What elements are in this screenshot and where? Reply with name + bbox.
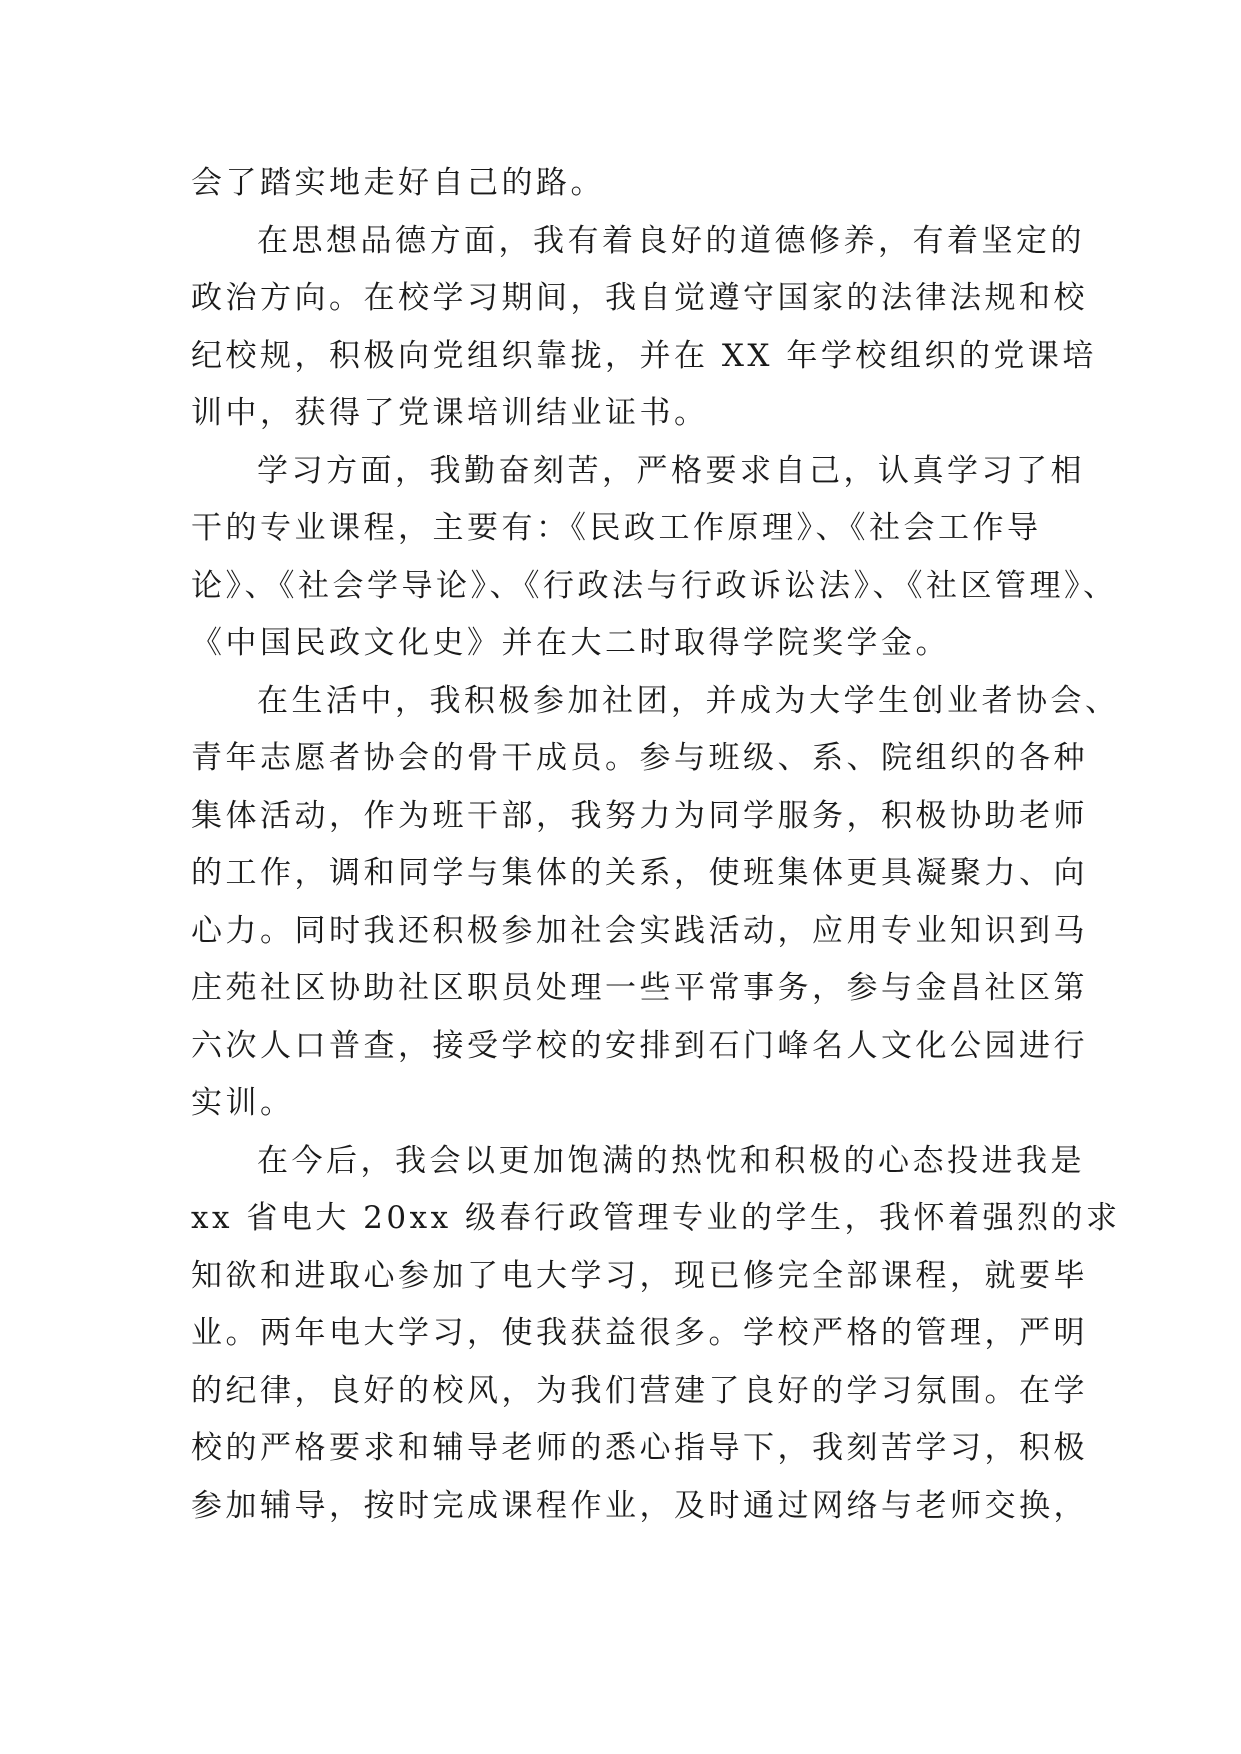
text-line: 心力。同时我还积极参加社会实践活动，应用专业知识到马: [191, 912, 1088, 949]
document-body: [191, 155, 1121, 1535]
paragraph-start-line: 学习方面，我勤奋刻苦，严格要求自己，认真学习了相: [257, 452, 1085, 489]
paragraph-start-line: 在今后，我会以更加饱满的热忱和积极的心态投进我是: [257, 1142, 1085, 1179]
text-line: 的纪律，良好的校风，为我们营建了良好的学习氛围。在学: [191, 1372, 1088, 1409]
text-line: 六次人口普查，接受学校的安排到石门峰名人文化公园进行: [191, 1027, 1088, 1064]
text-line: 校的严格要求和辅导老师的悉心指导下，我刻苦学习，积极: [191, 1430, 1088, 1466]
text-line: 的工作，调和同学与集体的关系，使班集体更具凝聚力、向: [191, 855, 1088, 891]
text-line: xx 省电大 20xx 级春行政管理专业的学生，我怀着强烈的求: [191, 1200, 1121, 1236]
text-line: 庄苑社区协助社区职员处理一些平常事务，参与金昌社区第: [191, 970, 1088, 1006]
text-line: 青年志愿者协会的骨干成员。参与班级、系、院组织的各种: [191, 740, 1088, 776]
text-line: 训中，获得了党课培训结业证书。: [191, 395, 709, 431]
text-line: 参加辅导，按时完成课程作业，及时通过网络与老师交换，: [191, 1487, 1088, 1524]
text-line: 干的专业课程，主要有：《民政工作原理》、《社会工作导: [191, 510, 1042, 546]
text-line: 业。两年电大学习，使我获益很多。学校严格的管理，严明: [191, 1315, 1088, 1351]
text-line: 《中国民政文化史》并在大二时取得学院奖学金。: [191, 625, 950, 661]
text-line: 政治方向。在校学习期间，我自觉遵守国家的法律法规和校: [191, 280, 1088, 316]
text-line: 论》、《社会学导论》、《行政法与行政诉讼法》、《社区管理》、: [191, 567, 1118, 604]
text-line: 集体活动，作为班干部，我努力为同学服务，积极协助老师: [191, 797, 1088, 834]
text-line: 纪校规，积极向党组织靠拢，并在 XX 年学校组织的党课培: [191, 337, 1097, 374]
text-line: 会了踏实地走好自己的路。: [191, 165, 605, 201]
paragraph-start-line: 在思想品德方面，我有着良好的道德修养，有着坚定的: [257, 222, 1085, 259]
paragraph-start-line: 在生活中，我积极参加社团，并成为大学生创业者协会、: [257, 682, 1120, 719]
text-line: 实训。: [191, 1085, 295, 1121]
text-line: 知欲和进取心参加了电大学习，现已修完全部课程，就要毕: [191, 1257, 1088, 1294]
